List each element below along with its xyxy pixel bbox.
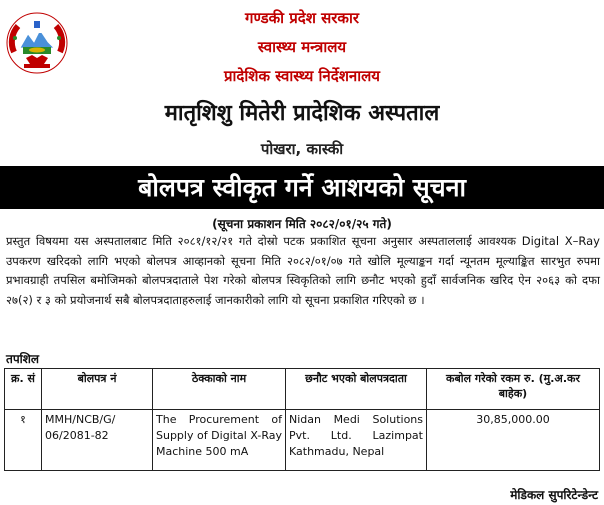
cell-amount: 30,85,000.00	[427, 410, 600, 471]
directorate-title: प्रादेशिक स्वास्थ्य निर्देशनालय	[224, 67, 380, 85]
cell-sn: १	[5, 410, 42, 471]
table-row	[5, 410, 600, 471]
publish-date: (सूचना प्रकाशन मिति २०८२/०१/२५ गते)	[212, 217, 392, 231]
table-header-row	[5, 369, 600, 410]
notice-banner: बोलपत्र स्वीकृत गर्ने आशयको सूचना	[0, 166, 604, 209]
notice-body: प्रस्तुत विषयमा यस अस्पतालबाट मिति २०८१/१२/२१ गते दोस्रो पटक प्रकाशित सूचना अनुसार अस्पताललाई आवश्यक Digital X–Ray उपकरण खरिदको लागि भएको बोलपत्र आव्हानको सूचना मिति २०८२/०१/०७ गते खोलि मूल्याङ्कन गर्दा न्यूनतम मूल्याङ्कित सारभुत रुपमा प्रभावग्राही तपसिल बमोजिमको बोलपत्रदाताले पेश गरेको बोलपत्र स्विकृतिको लागि छनौट भएकोे हुदाँ सार्वजनिक खरिद ऐन २०६३ को दफा २७(२) र ३ को प्रयोजनार्थ सबै बोलपत्रदाताहरुलाई जानकारीको लागि यो सूचना प्रकाशित गरिएको छ ।	[6, 234, 600, 307]
signature-title: मेडिकल सुपरिटेन्डेन्ट	[510, 488, 598, 502]
schedule-label: तपशिल	[6, 352, 40, 366]
province-government-title: गण्डकी प्रदेश सरकार	[245, 9, 359, 27]
column-header-amount: कबोल गरेको रकम रु. (मु.अ.कर बाहेक)	[427, 369, 600, 410]
column-header-bid-no: बोलपत्र नं	[42, 369, 153, 410]
cell-bid-no: MMH/NCB/G/ 06/2081-82	[42, 410, 153, 471]
hospital-title: मातृशिशु मितेरी प्रादेशिक अस्पताल	[164, 101, 440, 126]
hospital-location: पोखरा, कास्की	[260, 140, 344, 158]
column-header-contract: ठेक्काको नाम	[153, 369, 286, 410]
cell-bidder: Nidan Medi Solutions Pvt. Ltd. Lazimpat Kathmadu, Nepal	[286, 410, 427, 471]
column-header-sn: क्र. सं	[5, 369, 42, 410]
ministry-title: स्वास्थ्य मन्त्रालय	[257, 38, 347, 56]
cell-contract: The Procurement of Supply of Digital X-Ray Machine 500 mA	[153, 410, 286, 471]
column-header-bidder: छनौट भएको बोलपत्रदाता	[286, 369, 427, 410]
bid-table	[4, 368, 600, 471]
